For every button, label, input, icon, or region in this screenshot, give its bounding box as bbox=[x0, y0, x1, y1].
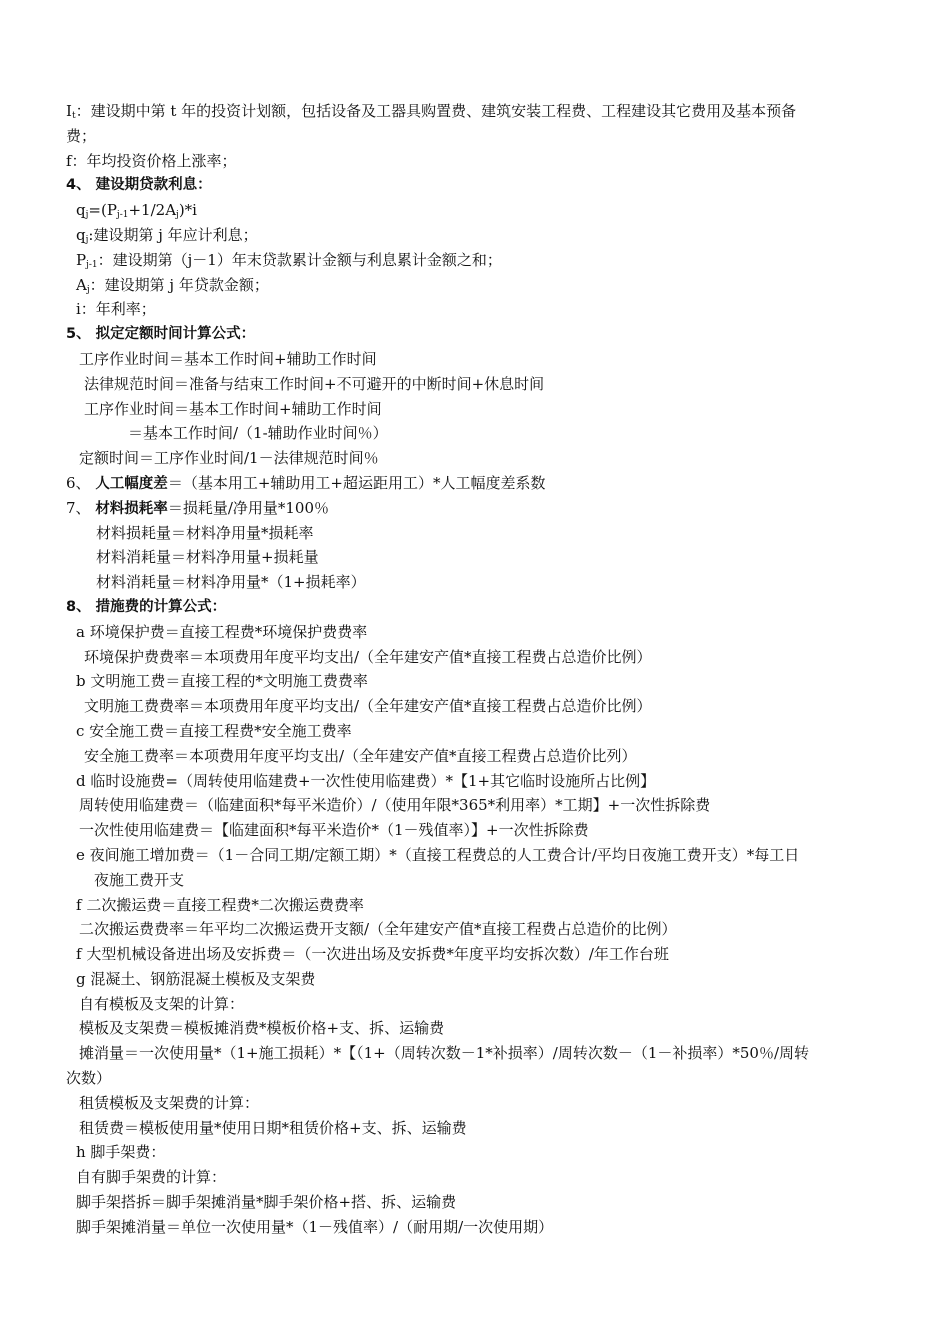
text-line: d 临时设施费=（周转使用临建费+一次性使用临建费）*【1+其它临时设施所占比例】 bbox=[76, 771, 656, 790]
text-line: 法律规范时间＝准备与结束工作时间+不可避开的中断时间+休息时间 bbox=[84, 374, 545, 393]
text-line: 自有模板及支架的计算： bbox=[79, 994, 245, 1013]
text-line: 一次性使用临建费＝【临建面积*每平米造价*（1－残值率）】+一次性拆除费 bbox=[79, 821, 589, 840]
text-line bbox=[66, 471, 886, 496]
text-span: ＝（基本用工+辅助用工+超运距用工）*人工幅度差系数 bbox=[167, 473, 546, 492]
text-line: 费； bbox=[66, 126, 97, 145]
text-line: e 夜间施工增加费＝（1－合同工期/定额工期）*（直接工程费总的人工费合计/平均日夜施工费开支）*每工日 bbox=[76, 845, 800, 864]
text-line: 自有脚手架费的计算： bbox=[76, 1168, 227, 1187]
text-span: q bbox=[76, 225, 86, 244]
text-line: ＝基本工作时间/（1-辅助作业时间％） bbox=[128, 424, 388, 443]
var-subscript: j bbox=[85, 210, 89, 221]
text-line bbox=[66, 223, 886, 248]
text-line: g 混凝土、钢筋混凝土模板及支架费 bbox=[76, 969, 316, 988]
text-line: 夜施工费开支 bbox=[94, 870, 185, 889]
text-line: 材料消耗量＝材料净用量*（1+损耗率） bbox=[96, 573, 366, 592]
text-span: A bbox=[76, 275, 87, 294]
text-span: ：建设期第 j 年贷款金额； bbox=[89, 275, 269, 294]
text-span: =(P bbox=[88, 201, 117, 220]
text-line bbox=[66, 248, 886, 273]
text-span: 6、 bbox=[66, 473, 96, 492]
text-line: 脚手架搭拆＝脚手架摊消量*脚手架价格+搭、拆、运输费 bbox=[76, 1193, 457, 1212]
text-line: f 大型机械设备进出场及安拆费＝（一次进出场及安拆费*年度平均安拆次数）/年工作台班 bbox=[76, 945, 669, 964]
text-line: 材料损耗量＝材料净用量*损耗率 bbox=[96, 523, 314, 542]
text-line: 定额时间＝工序作业时间/1－法律规范时间％ bbox=[79, 449, 379, 468]
text-line: f：年均投资价格上涨率； bbox=[66, 151, 237, 170]
text-line bbox=[66, 273, 886, 298]
text-line: b 文明施工费＝直接工程的*文明施工费费率 bbox=[76, 672, 368, 691]
bold-term: 材料损耗率 bbox=[95, 500, 168, 517]
text-span: ＝损耗量/净用量*100％ bbox=[167, 498, 329, 517]
text-line: 工序作业时间＝基本工作时间+辅助工作时间 bbox=[84, 399, 382, 418]
text-line: 租赁模板及支架费的计算： bbox=[79, 1093, 260, 1112]
text-line: 材料消耗量＝材料净用量+损耗量 bbox=[96, 548, 319, 567]
var-subscript: t bbox=[71, 111, 76, 121]
section-heading: 8、 措施费的计算公式： bbox=[66, 598, 227, 615]
text-line: c 安全施工费＝直接工程费*安全施工费率 bbox=[76, 721, 352, 740]
document-body bbox=[66, 99, 886, 1240]
text-line: 周转使用临建费＝（临建面积*每平米造价）/（使用年限*365*利用率）*工期】+一次性拆除费 bbox=[79, 796, 711, 815]
text-span: q bbox=[76, 201, 86, 220]
text-span: ：建设期中第 t 年的投资计划额，包括设备及工器具购置费、建筑安装工程费、工程建设其它费用及基本预备 bbox=[75, 102, 797, 120]
var-subscript: j bbox=[176, 210, 179, 221]
text-line: 脚手架摊消量＝单位一次使用量*（1－残值率）/（耐用期/一次使用期） bbox=[76, 1217, 554, 1236]
text-span: P bbox=[76, 250, 87, 269]
text-span: +1/2A bbox=[128, 201, 177, 220]
text-line: 摊消量＝一次使用量*（1+施工损耗）*【（1+（周转次数－1*补损率）/周转次数－（1－补损率）*50％/周转 bbox=[79, 1044, 810, 1063]
text-line bbox=[66, 99, 886, 124]
formula-line bbox=[66, 198, 886, 223]
text-span: 7、 bbox=[66, 498, 96, 517]
text-line: 环境保护费费率＝本项费用年度平均支出/（全年建安产值*直接工程费占总造价比例） bbox=[84, 647, 652, 666]
text-line: 工序作业时间＝基本工作时间+辅助工作时间 bbox=[79, 349, 377, 368]
text-span: )*i bbox=[178, 201, 197, 220]
text-span: :建设期第 j 年应计利息； bbox=[88, 225, 258, 244]
text-line: i：年利率； bbox=[76, 300, 156, 319]
text-line: 模板及支架费＝模板摊消费*模板价格+支、拆、运输费 bbox=[79, 1019, 445, 1038]
text-line: 安全施工费率＝本项费用年度平均支出/（全年建安产值*直接工程费占总造价比列） bbox=[84, 746, 637, 765]
text-line: a 环境保护费＝直接工程费*环境保护费费率 bbox=[76, 622, 368, 641]
var-subscript: j-1 bbox=[86, 259, 98, 270]
text-line: 二次搬运费费率＝年平均二次搬运费开支额/（全年建安产值*直接工程费占总造价的比例） bbox=[79, 920, 677, 939]
section-heading: 4、 建设期贷款利息： bbox=[66, 177, 212, 194]
text-line: f 二次搬运费＝直接工程费*二次搬运费费率 bbox=[76, 895, 364, 914]
bold-term: 人工幅度差 bbox=[95, 475, 168, 492]
text-line: 次数） bbox=[66, 1069, 112, 1088]
text-span: ：建设期第（j－1）年末贷款累计金额与利息累计金额之和； bbox=[97, 250, 502, 269]
var-subscript: j bbox=[85, 234, 89, 245]
text-line bbox=[66, 496, 886, 521]
text-line: h 脚手架费： bbox=[76, 1143, 166, 1162]
text-line: 租赁费＝模板使用量*使用日期*租赁价格+支、拆、运输费 bbox=[79, 1118, 467, 1137]
var-subscript: j bbox=[86, 284, 90, 295]
var-subscript: j-1 bbox=[116, 210, 129, 221]
text-line: 文明施工费费率＝本项费用年度平均支出/（全年建安产值*直接工程费占总造价比例） bbox=[84, 697, 652, 716]
section-heading: 5、 拟定定额时间计算公式： bbox=[66, 326, 256, 343]
var-name: I bbox=[66, 102, 72, 120]
